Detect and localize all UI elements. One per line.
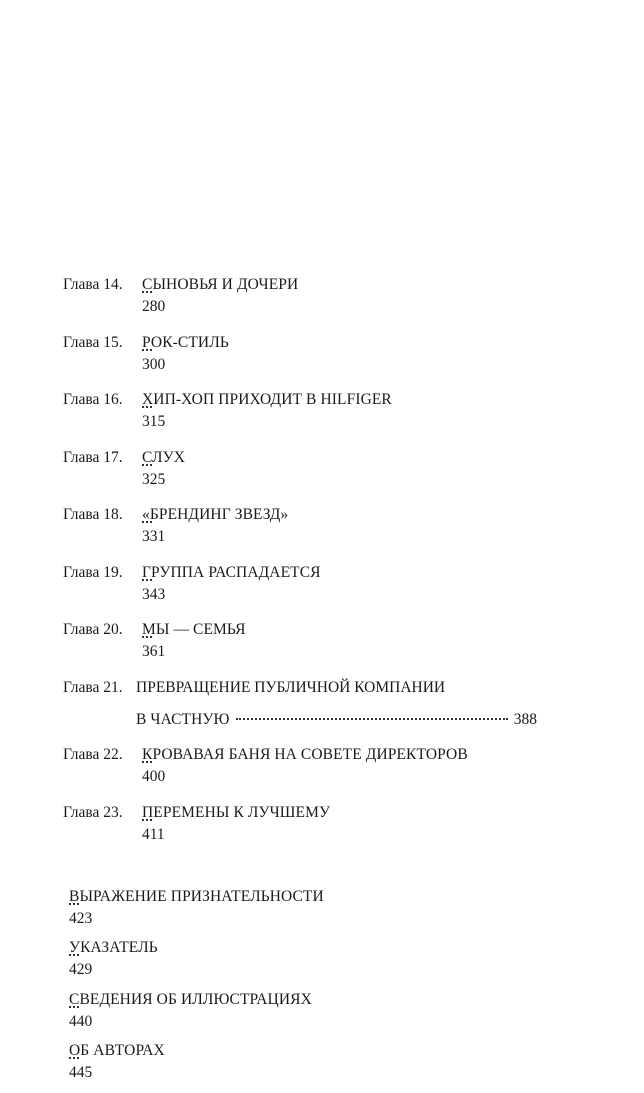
toc-entry-chapter-23[interactable] bbox=[63, 803, 537, 845]
page-number: 343 bbox=[142, 585, 166, 603]
toc-entry-chapter-22[interactable] bbox=[63, 745, 537, 787]
dot-leader bbox=[236, 718, 508, 720]
dot-leader bbox=[142, 521, 152, 523]
toc-entry-acknowledgements[interactable] bbox=[63, 887, 537, 929]
page-number: 440 bbox=[69, 1012, 93, 1030]
toc-entry-index[interactable] bbox=[63, 938, 537, 980]
chapter-number: Глава 17. bbox=[63, 448, 123, 466]
toc-entry-chapter-14[interactable] bbox=[63, 275, 537, 317]
chapter-number: Глава 21. bbox=[63, 678, 123, 696]
dot-leader bbox=[142, 406, 152, 408]
chapter-title: ГРУППА РАСПАДАЕТСЯ bbox=[142, 563, 321, 581]
chapter-number: Глава 14. bbox=[63, 276, 123, 293]
toc-entry-chapter-19[interactable] bbox=[63, 563, 537, 605]
page-number: 400 bbox=[142, 768, 166, 785]
chapter-number: Глава 15. bbox=[63, 333, 123, 351]
toc-entry-illustrations[interactable] bbox=[63, 990, 537, 1032]
chapter-title: РОК-СТИЛЬ bbox=[142, 333, 229, 351]
chapter-title: ХИП-ХОП ПРИХОДИТ В HILFIGER bbox=[142, 391, 392, 408]
section-title: СВЕДЕНИЯ ОБ ИЛЛЮСТРАЦИЯХ bbox=[69, 990, 312, 1008]
toc-entry-chapter-18[interactable] bbox=[63, 505, 537, 547]
dot-leader bbox=[142, 464, 152, 466]
dot-leader bbox=[69, 903, 79, 905]
dot-leader bbox=[142, 349, 152, 351]
section-title: УКАЗАТЕЛЬ bbox=[69, 939, 158, 956]
chapter-number: Глава 18. bbox=[63, 506, 123, 523]
dot-leader bbox=[142, 579, 152, 581]
dot-leader bbox=[69, 954, 79, 956]
table-of-contents bbox=[63, 275, 537, 1093]
page-number: 388 bbox=[513, 710, 537, 728]
chapter-title: ПЕРЕМЕНЫ К ЛУЧШЕМУ bbox=[142, 803, 331, 821]
page-number: 280 bbox=[142, 298, 166, 315]
dot-leader bbox=[69, 1006, 79, 1008]
toc-entry-chapter-20[interactable] bbox=[63, 620, 537, 662]
page-number: 331 bbox=[142, 528, 166, 545]
chapter-number: Глава 22. bbox=[63, 746, 123, 763]
chapter-number: Глава 20. bbox=[63, 621, 123, 638]
page-number: 325 bbox=[142, 470, 166, 488]
dot-leader bbox=[142, 291, 152, 293]
chapter-title-line-1: ПРЕВРАЩЕНИЕ ПУБЛИЧНОЙ КОМПАНИИ bbox=[136, 678, 446, 696]
backmatter-section bbox=[63, 887, 537, 1084]
chapter-title-line-2: В ЧАСТНУЮ bbox=[136, 710, 230, 728]
chapter-title: СЛУХ bbox=[142, 448, 186, 466]
chapter-number: Глава 19. bbox=[63, 563, 123, 581]
chapter-number: Глава 23. bbox=[63, 803, 123, 821]
toc-entry-chapter-21[interactable] bbox=[63, 678, 537, 730]
toc-entry-chapter-17[interactable] bbox=[63, 448, 537, 490]
dot-leader bbox=[69, 1057, 79, 1059]
section-title: ВЫРАЖЕНИЕ ПРИЗНАТЕЛЬНОСТИ bbox=[69, 887, 324, 905]
chapter-title: «БРЕНДИНГ ЗВЕЗД» bbox=[142, 506, 289, 523]
dot-leader bbox=[142, 819, 152, 821]
section-title: ОБ АВТОРАХ bbox=[69, 1042, 165, 1059]
chapter-title: СЫНОВЬЯ И ДОЧЕРИ bbox=[142, 276, 299, 293]
chapter-number: Глава 16. bbox=[63, 391, 123, 408]
chapter-title: МЫ — СЕМЬЯ bbox=[142, 621, 246, 638]
page-number: 423 bbox=[69, 909, 93, 927]
page-number: 300 bbox=[142, 355, 166, 373]
page-number: 445 bbox=[69, 1064, 93, 1081]
page-number: 429 bbox=[69, 961, 93, 978]
page-number: 315 bbox=[142, 413, 166, 430]
page-number: 411 bbox=[142, 825, 165, 843]
toc-entry-chapter-16[interactable] bbox=[63, 390, 537, 432]
dot-leader bbox=[142, 636, 152, 638]
dot-leader bbox=[142, 761, 152, 763]
page-number: 361 bbox=[142, 643, 166, 660]
toc-entry-authors[interactable] bbox=[63, 1041, 537, 1083]
chapter-title: КРОВАВАЯ БАНЯ НА СОВЕТЕ ДИРЕКТОРОВ bbox=[142, 746, 468, 763]
toc-entry-chapter-15[interactable] bbox=[63, 333, 537, 375]
